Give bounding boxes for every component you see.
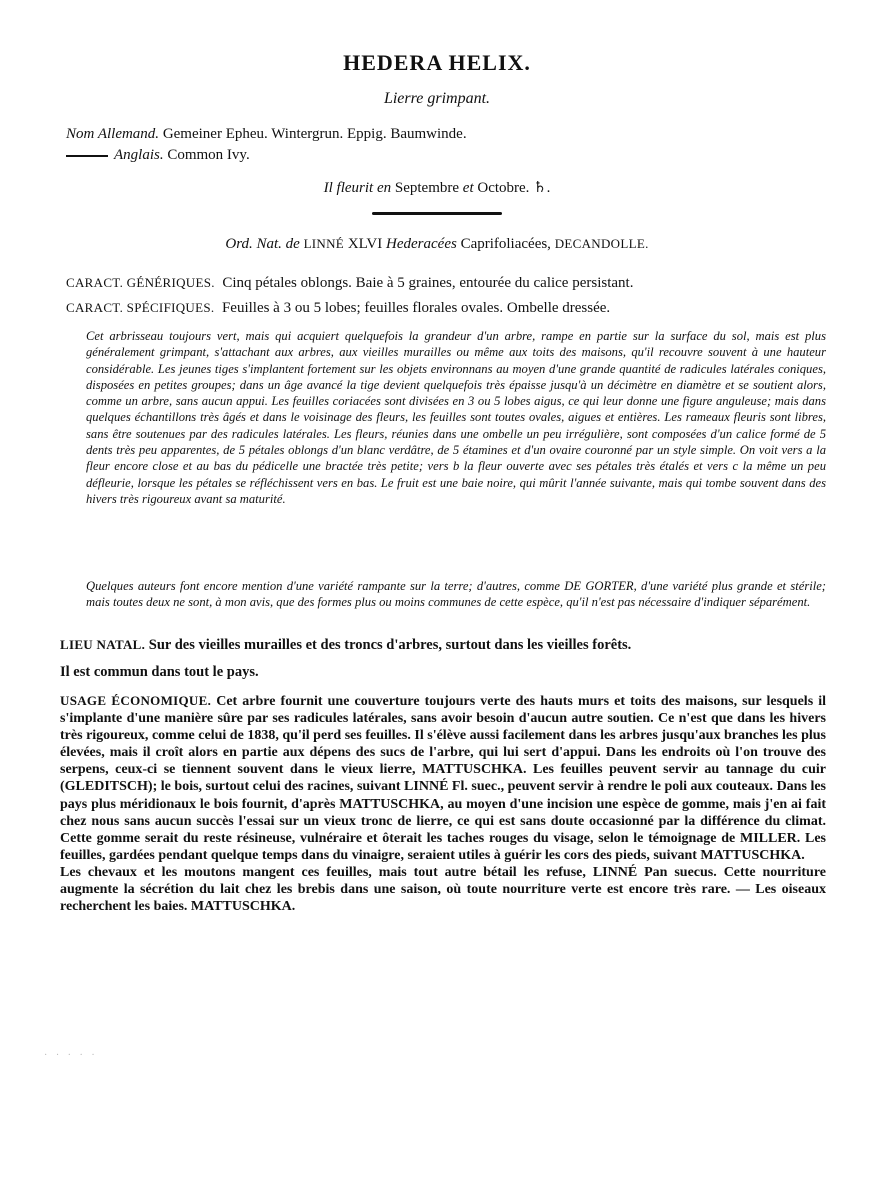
order-linne: LINNÉ [303, 236, 345, 251]
english-name-value: Common Ivy. [167, 147, 250, 163]
economic-use-label: USAGE ÉCONOMIQUE. [60, 693, 212, 708]
perennial-symbol: ♄. [533, 180, 551, 196]
natural-order [0, 236, 874, 253]
order-label: Ord. Nat. de [225, 236, 300, 252]
habitat [60, 637, 830, 654]
faint-marks: · · · · · [44, 1050, 98, 1061]
divider-rule [372, 212, 502, 215]
habitat-text: Sur des vieilles murailles et des troncs d'arbres, surtout dans les vieilles forêts. [148, 637, 632, 653]
flowering-et: et [462, 180, 474, 196]
economic-use-text-2: Les chevaux et les moutons mangent ces feuilles, mais tout autre bétail les refuse, LINNÉ Pan suecus. Cette nourriture augmente la sécrétion du lait chez les brebis dans une saison, où toute nourriture verte est encore très rare. — Les oiseaux recherchent les baies. MATTUSCHKA. [60, 864, 826, 915]
german-name-value: Gemeiner Epheu. Wintergrun. Eppig. Baumwinde. [162, 126, 467, 142]
flowering-month-1: Septembre [394, 180, 460, 196]
english-name-label: Anglais. [114, 147, 164, 163]
page-subtitle: Lierre grimpant. [383, 90, 491, 107]
german-name-line [66, 124, 826, 145]
common-names [66, 124, 826, 166]
order-author: DECANDOLLE. [554, 236, 649, 251]
description-paragraph: Cet arbrisseau toujours vert, mais qui acquiert quelquefois la grandeur d'un arbre, rampe en partie sur la surface du sol, mais est plus généralement grimpant, s'attachant aux arbres, aux vieilles murailles ou même aux toits des maisons, qu'il recouvre souvent à une hauteur considérable. Les jeunes tiges s'implantent fortement sur les objets environnans au moyen d'une grande quantité de radicules latérales coniques, disposées en petites groupes; dans un âge avancé la tige devient quelquefois très épaisse jusqu'à un décimètre en diamètre et se soutient alors, comme un arbre, sans aucun appui. Les feuilles coriacées sont divisées en 3 ou 5 lobes aigus, ce qui leur donne une figure anguleuse; mais dans quelques échantillons très âgés et dans le voisinage des fleurs, les feuilles sont toutes ovales, aigues et entières. Les rameaux fleuris sont libres, sans être soutenues par des radicules latérales. Les fleurs, réunies dans une ombelle un peu irrégulière, sont composées d'un calice formé de 5 dents très peu apparentes, de 5 pétales oblongs d'un blanc verdâtre, de 5 étamines et d'un ovaire couronné par un style simple. On voit vers a la fleur encore close et au bas du pédicelle une bractée très petite; vers b la fleur ouverte avec ses pétales très étalés et vers c la même un peu défleurie, lorsque les pétales se réfléchissent vers en bas. Le fruit est une baie noire, qui mûrit l'année suivante, mais qui tombe souvent dans des hivers très rigoureux avant sa maturité. [86, 329, 826, 506]
economic-use-text: Cet arbre fournit une couverture toujours verte des hauts murs et toits des maisons, sur lesquels il s'implante d'une manière sûre par ses radicules latérales, sans avoir besoin d'aucun autre soutien. Ce n'est que dans les hivers très rigoureux, comme celui de 1838, qu'il perd ses feuilles. Il s'élève aussi facilement dans les arbres jusqu'aux branches les plus élevées, mais il croît alors en partie aux dépens des sucs de l'arbre, qui lui sert d'appui. Dans les endroits où l'on trouve des serpens, ceux-ci se tiennent souvent dans le vieux lierre, MATTUSCHKA. Les feuilles peuvent servir au tannage du cuir (GLEDITSCH); le bois, surtout celui des racines, suivant LINNÉ Fl. suec., peuvent servir à rendre le poli aux couteaux. Dans les pays plus méridionaux le bois fournit, d'après MATTUSCHKA, au moyen d'une incision une espèce de gomme, mais j'en ai fait chez nous sans aucun succès l'essai sur un vieux tronc de lierre, ce qui est sans doute occasionné par la différence du climat. Cette gomme serait du reste résineuse, vulnéraire et ôterait les taches rouges du visage, selon le témoignage de MILLER. Les feuilles, gardées pendant quelque temps dans du vinaigre, seraient utiles à guérir les cors des pieds, suivant MATTUSCHKA. [60, 694, 826, 863]
flowering-month-2: Octobre. [477, 180, 530, 196]
specific-characters-text: Feuilles à 3 ou 5 lobes; feuilles florales ovales. Ombelle dressée. [221, 300, 611, 316]
order-number: XLVI [347, 236, 383, 252]
generic-characters-text: Cinq pétales oblongs. Baie à 5 graines, entourée du calice persistant. [222, 275, 634, 291]
flowering-prefix: Il fleurit [323, 180, 374, 196]
varieties-paragraph: Quelques auteurs font encore mention d'une variété rampante sur la terre; d'autres, comme DE GORTER, d'une variété plus grande et stérile; mais toutes deux ne sont, à mon avis, que des formes plus ou moins communes de cette espèce, qu'il n'est pas nécessaire d'indiquer séparément. [86, 579, 826, 610]
habitat-label: LIEU NATAL. [60, 637, 146, 652]
generic-characters-label: CARACT. GÉNÉRIQUES. [66, 275, 215, 290]
specific-characters-label: CARACT. SPÉCIFIQUES. [66, 300, 215, 315]
english-name-line [66, 145, 826, 166]
flowering-period [0, 178, 874, 197]
generic-characters [66, 273, 836, 293]
ditto-dash [66, 155, 108, 157]
frequency-note: Il est commun dans tout le pays. [60, 664, 259, 680]
page-title: HEDERA HELIX. [343, 50, 531, 75]
specific-characters [66, 298, 836, 318]
economic-use-paragraph [60, 692, 826, 915]
flowering-en: en [376, 180, 392, 196]
order-alt: Caprifoliacées, [460, 236, 551, 252]
order-family: Hederacées [386, 236, 457, 252]
german-name-label: Nom Allemand. [66, 126, 160, 142]
